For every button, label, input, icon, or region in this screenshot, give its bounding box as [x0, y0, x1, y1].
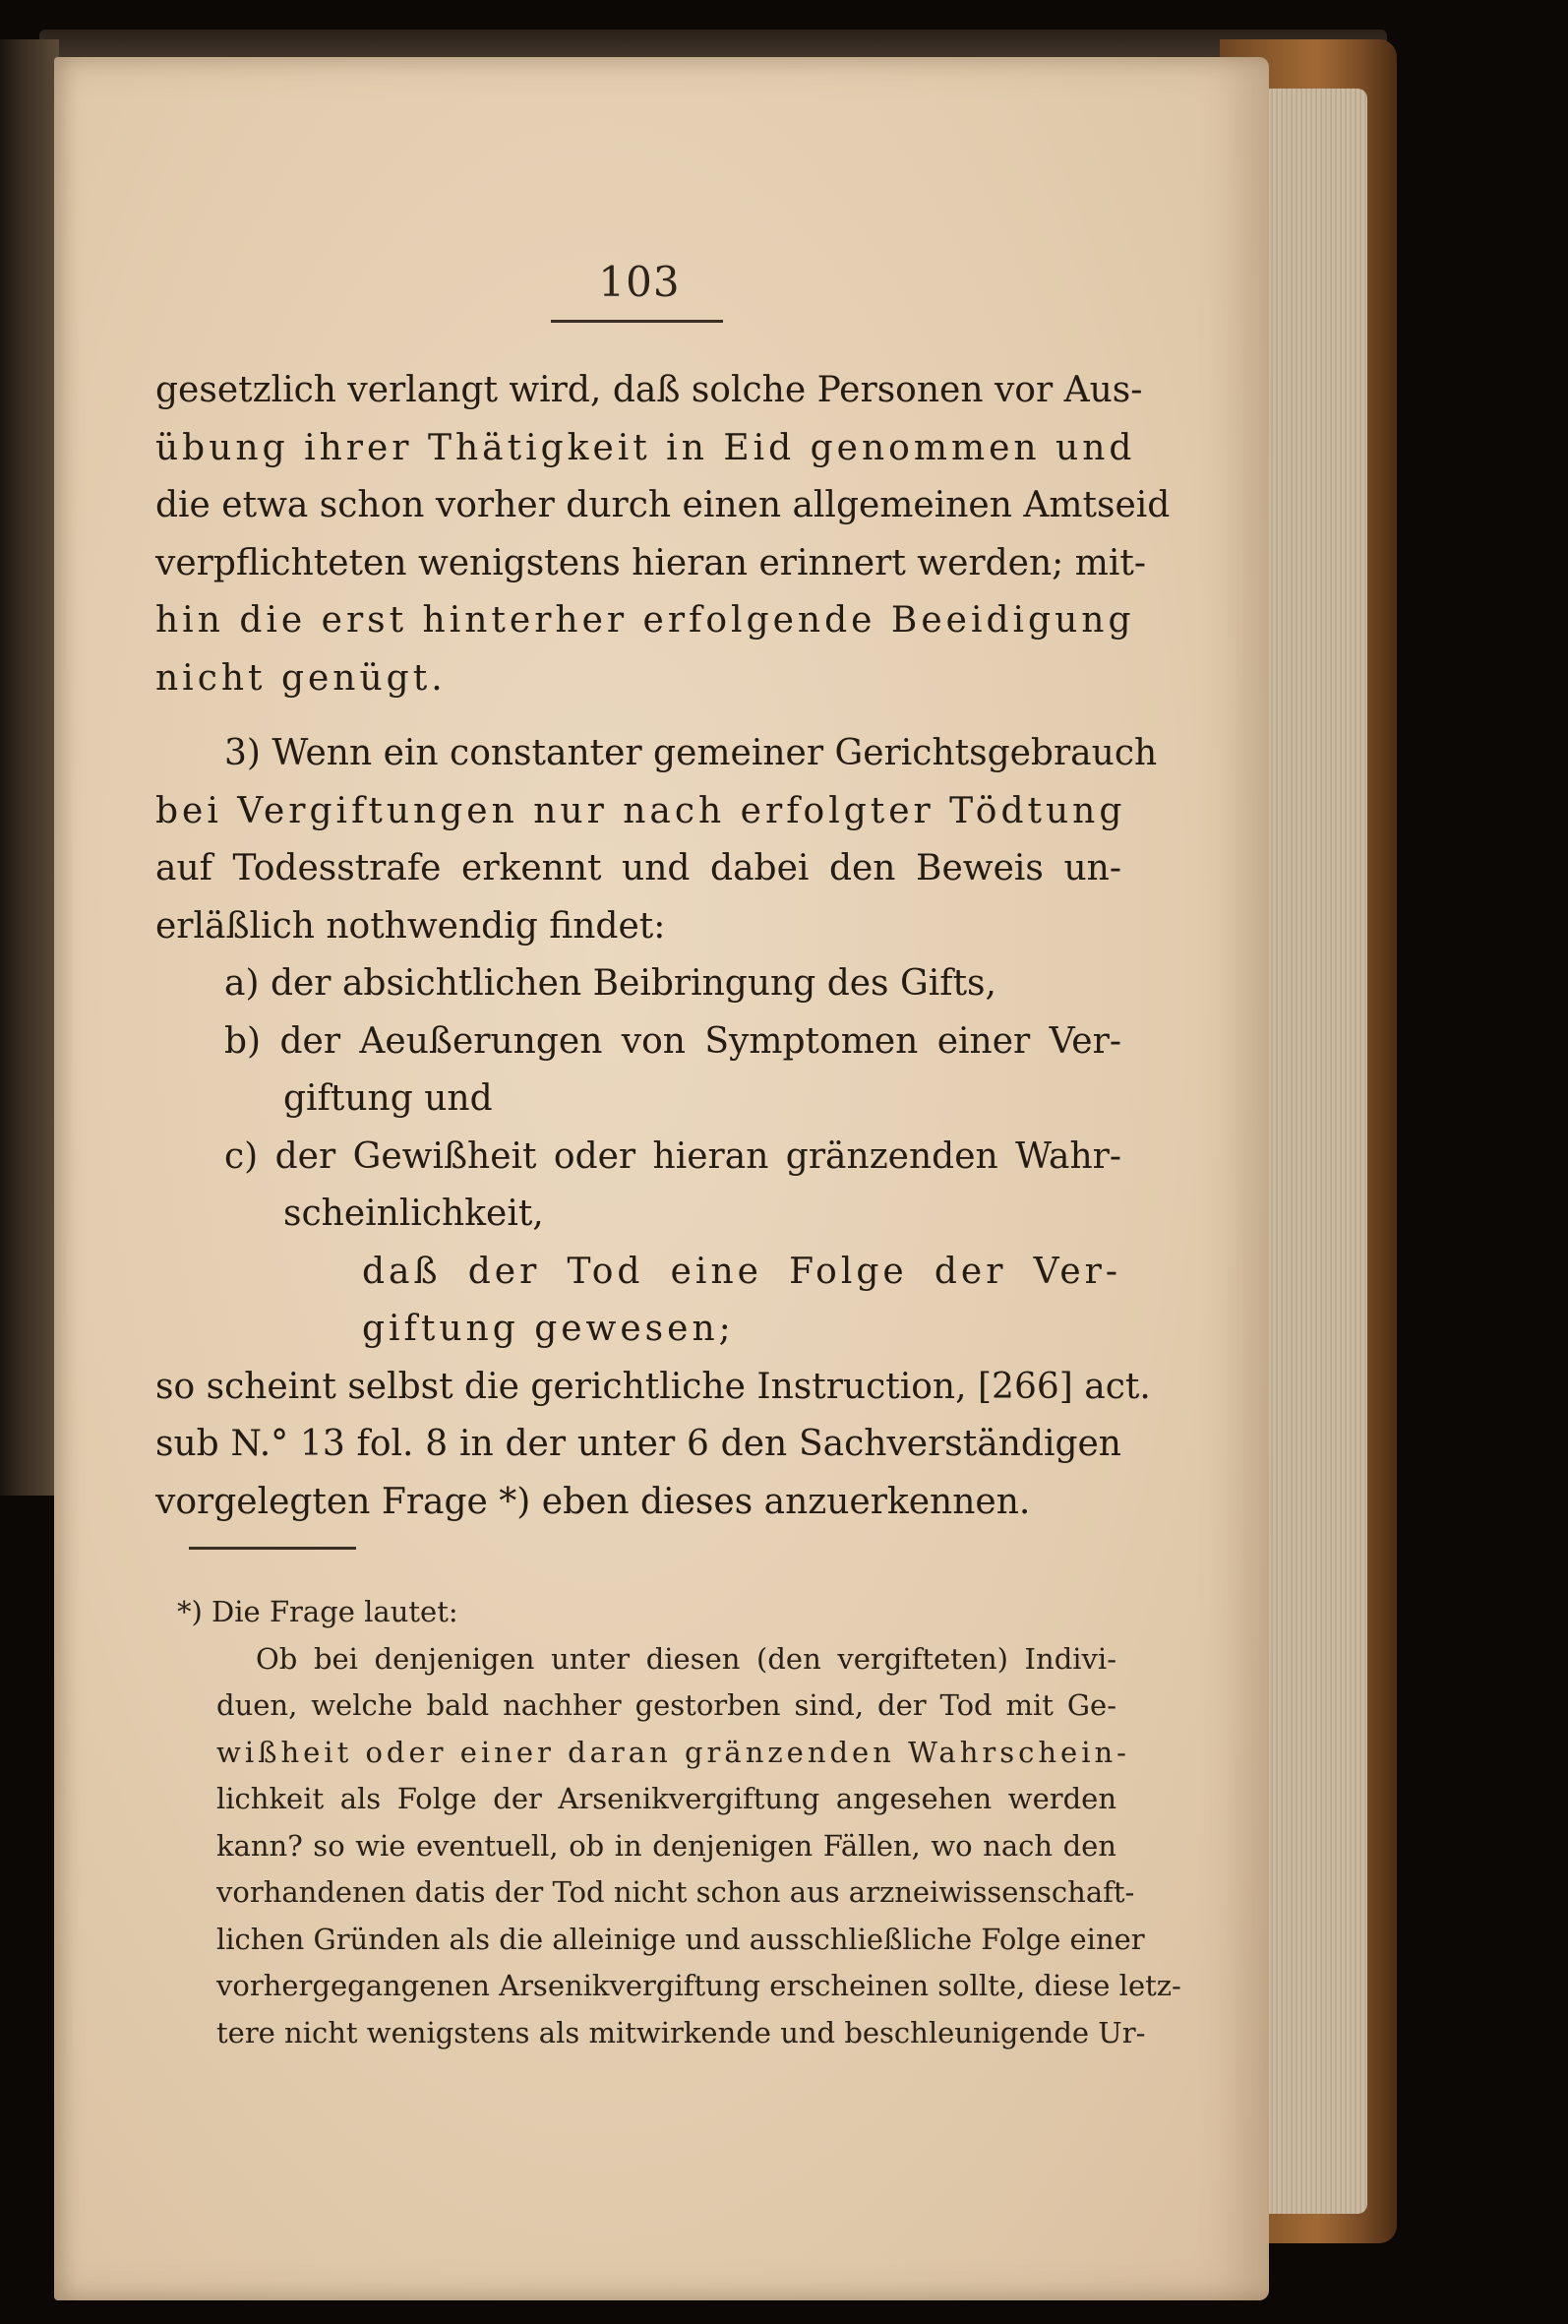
body-line: scheinlichkeit, — [283, 1193, 544, 1234]
footnote-line: Ob bei denjenigen unter diesen (den vergifteten) Indivi- — [256, 1641, 1116, 1676]
body-line: vorgelegten Frage *) eben dieses anzuerkennen. — [155, 1481, 1031, 1522]
body-line: sub N.° 13 fol. 8 in der unter 6 den Sachverständigen — [155, 1424, 1121, 1464]
body-line: hin die erst hinterher erfolgende Beeidigung — [155, 600, 1135, 641]
body-line: giftung und — [283, 1078, 493, 1119]
footnote-line: tere nicht wenigstens als mitwirkende und beschleunigende Ur- — [216, 2015, 1146, 2049]
body-line: so scheint selbst die gerichtliche Instruction, [266] act. — [155, 1366, 1151, 1407]
body-line: giftung gewesen; — [362, 1309, 735, 1349]
footnote — [177, 1589, 1181, 2056]
list-item-b: b) der Aeußerungen von Symptomen einer Ver- — [224, 1020, 1121, 1062]
list-item-a: a) der absichtlichen Beibringung des Gifts, — [224, 963, 996, 1004]
body-line: erläßlich nothwendig findet: — [155, 905, 666, 947]
body-line: bei Vergiftungen nur nach erfolgter Tödtung — [155, 790, 1126, 831]
footnote-rule — [189, 1547, 356, 1550]
footnote-line: wißheit oder einer daran gränzenden Wahrschein- — [216, 1735, 1130, 1769]
body-line: gesetzlich verlangt wird, daß solche Personen vor Aus- — [155, 370, 1143, 410]
footnote-line: lichen Gründen als die alleinige und ausschließliche Folge einer — [216, 1922, 1145, 1956]
footnote-line: vorhandenen datis der Tod nicht schon aus arzneiwissenschaft- — [216, 1875, 1135, 1909]
footnote-line: kann? so wie eventuell, ob in denjenigen Fällen, wo nach den — [216, 1828, 1116, 1863]
list-item-c: c) der Gewißheit oder hieran gränzenden Wahr- — [224, 1135, 1121, 1177]
body-text — [155, 362, 1171, 1531]
body-line: die etwa schon vorher durch einen allgemeinen Amtseid — [155, 485, 1171, 525]
body-line: 3) Wenn ein constanter gemeiner Gerichtsgebrauch — [224, 733, 1158, 773]
body-line: nicht genügt. — [155, 657, 447, 699]
body-line: daß der Tod eine Folge der Ver- — [362, 1251, 1121, 1292]
footnote-line: lichkeit als Folge der Arsenikvergiftung angesehen werden — [216, 1782, 1116, 1815]
paragraph-gap — [155, 707, 1121, 725]
body-line: übung ihrer Thätigkeit in Eid genommen und — [155, 427, 1136, 468]
footnote-line: vorhergegangenen Arsenikvergiftung erscheinen sollte, diese letz- — [216, 1969, 1181, 2002]
body-line: verpflichteten wenigstens hieran erinnert werden; mit- — [155, 542, 1146, 583]
footnote-line: *) Die Frage lautet: — [177, 1595, 458, 1628]
footnote-line: duen, welche bald nachher gestorben sind, der Tod mit Ge- — [216, 1688, 1116, 1722]
page-number: 103 — [598, 258, 681, 306]
body-line: auf Todesstrafe erkennt und dabei den Beweis un- — [155, 848, 1121, 888]
header-rule — [551, 320, 723, 323]
book-binding-edge — [0, 39, 59, 1496]
